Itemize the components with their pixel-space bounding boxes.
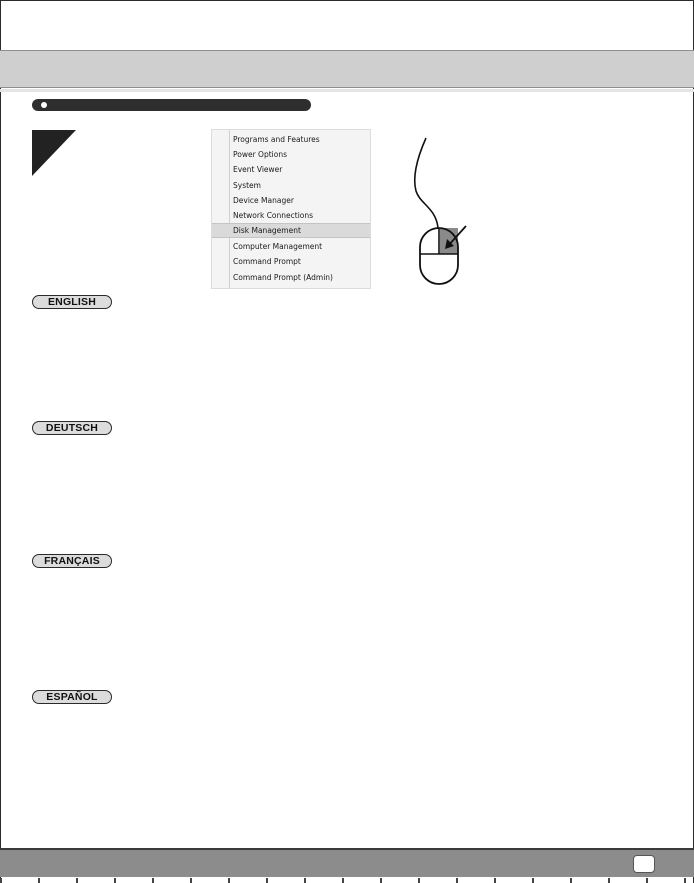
menu-item-network-connections[interactable]: Network Connections: [233, 211, 314, 220]
menu-item-event-viewer[interactable]: Event Viewer: [233, 165, 283, 174]
footer-band: [0, 848, 694, 877]
language-label-francais: FRANÇAIS: [32, 554, 112, 568]
menu-item-command-prompt-admin[interactable]: Command Prompt (Admin): [233, 273, 333, 282]
mouse-right-click-icon: [404, 136, 476, 288]
section-heading-pill: [32, 99, 311, 111]
bottom-edge-ticks: [0, 878, 694, 883]
language-label-deutsch: DEUTSCH: [32, 421, 112, 435]
menu-item-system[interactable]: System: [233, 181, 261, 190]
step-corner-triangle-icon: [32, 130, 76, 176]
menu-item-disk-management[interactable]: Disk Management: [212, 223, 370, 238]
bullet-icon: [41, 102, 47, 108]
menu-item-programs-and-features[interactable]: Programs and Features: [233, 135, 320, 144]
context-menu-screenshot: [211, 129, 371, 289]
menu-item-command-prompt[interactable]: Command Prompt: [233, 257, 301, 266]
menu-item-device-manager[interactable]: Device Manager: [233, 196, 294, 205]
language-label-espanol: ESPAÑOL: [32, 690, 112, 704]
top-rule: [0, 0, 694, 1]
language-label-english: ENGLISH: [32, 295, 112, 309]
header-shadow: [0, 89, 694, 92]
menu-item-power-options[interactable]: Power Options: [233, 150, 287, 159]
page-number-box: [633, 855, 655, 873]
header-band: [0, 50, 694, 88]
menu-item-computer-management[interactable]: Computer Management: [233, 242, 323, 251]
